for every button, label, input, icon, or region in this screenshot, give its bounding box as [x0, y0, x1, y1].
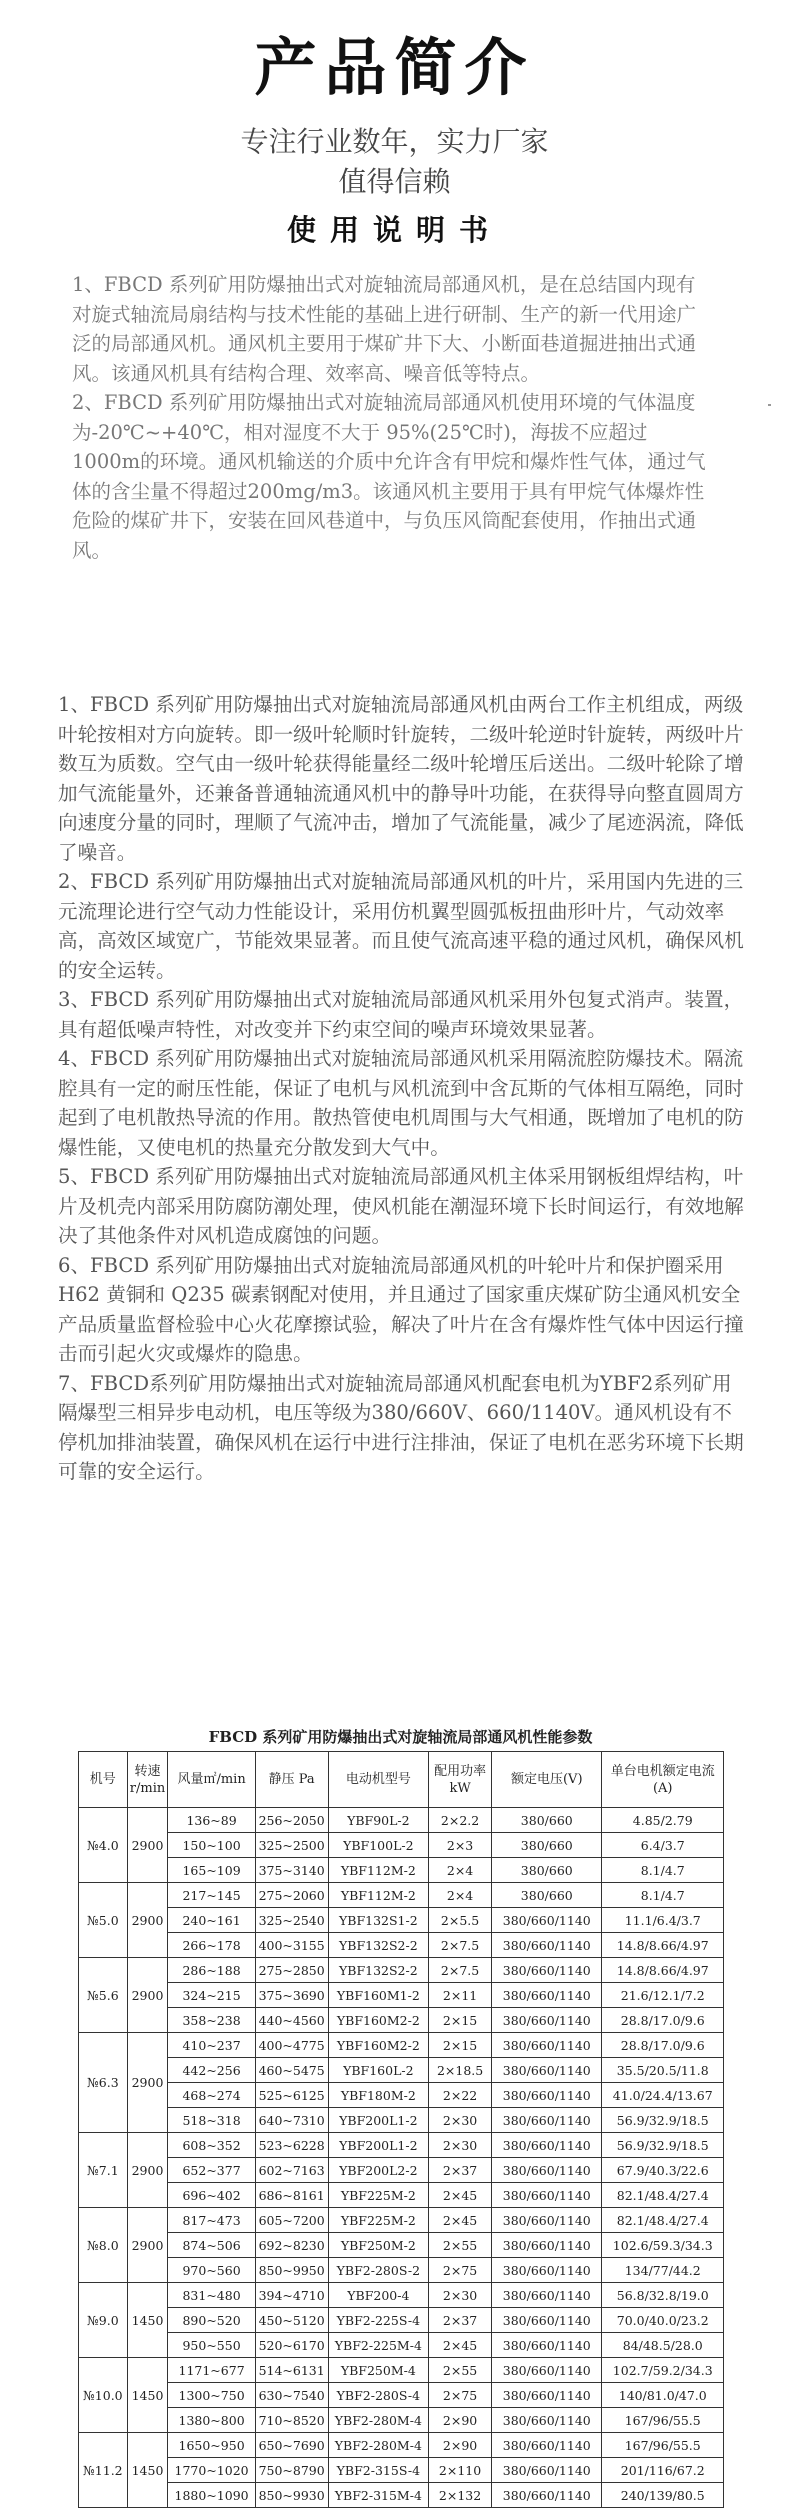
cell-motor-model: YBF2-280M-4	[328, 2408, 429, 2433]
cell-power: 2×2.2	[429, 1808, 492, 1833]
cell-current: 4.85/2.79	[602, 1808, 724, 1833]
cell-static-pressure: 605~7200	[255, 2208, 328, 2233]
cell-motor-model: YBF2-280S-2	[328, 2258, 429, 2283]
cell-speed: 2900	[127, 1808, 168, 1883]
cell-current: 102.7/59.2/34.3	[602, 2358, 724, 2383]
cell-power: 2×15	[429, 2033, 492, 2058]
table-title: FBCD 系列矿用防爆抽出式对旋轴流局部通风机性能参数	[208, 1728, 593, 1746]
cell-current: 41.0/24.4/13.67	[602, 2083, 724, 2108]
cell-current: 56.8/32.8/19.0	[602, 2283, 724, 2308]
cell-power: 2×11	[429, 1983, 492, 2008]
cell-power: 2×75	[429, 2258, 492, 2283]
table-row	[79, 2408, 724, 2433]
table-row	[79, 1883, 724, 1908]
cell-power: 2×110	[429, 2458, 492, 2483]
cell-motor-model: YBF200L1-2	[328, 2108, 429, 2133]
cell-motor-model: YBF180M-2	[328, 2083, 429, 2108]
cell-model: №5.0	[79, 1883, 128, 1958]
cell-speed: 1450	[127, 2358, 168, 2433]
table-header-row	[79, 1752, 724, 1808]
cell-voltage: 380/660/1140	[492, 1983, 602, 2008]
cell-voltage: 380/660/1140	[492, 2308, 602, 2333]
cell-power: 2×4	[429, 1858, 492, 1883]
cell-power: 2×132	[429, 2483, 492, 2508]
cell-airflow: 890~520	[168, 2308, 255, 2333]
cell-current: 28.8/17.0/9.6	[602, 2008, 724, 2033]
cell-static-pressure: 275~2060	[255, 1883, 328, 1908]
table-row	[79, 1908, 724, 1933]
cell-airflow: 217~145	[168, 1883, 255, 1908]
feature-paragraph-7: 7、FBCD系列矿用防爆抽出式对旋轴流局部通风机配套电机为YBF2系列矿用隔爆型三相异步电动机，电压等级为380/660V、660/1140V。通风机设有不停机加排油装置，确保风机在运行中进行注排油，保证了电机在恶劣环境下长期可靠的安全运行。	[58, 1371, 744, 1483]
cell-airflow: 817~473	[168, 2208, 255, 2233]
table-row	[79, 2333, 724, 2358]
cell-current: 11.1/6.4/3.7	[602, 1908, 724, 1933]
cell-airflow: 1650~950	[168, 2433, 255, 2458]
cell-static-pressure: 450~5120	[255, 2308, 328, 2333]
cell-voltage: 380/660/1140	[492, 2483, 602, 2508]
cell-airflow: 1300~750	[168, 2383, 255, 2408]
cell-motor-model: YBF132S2-2	[328, 1933, 429, 1958]
table-row	[79, 2008, 724, 2033]
cell-static-pressure: 686~8161	[255, 2183, 328, 2208]
cell-current: 102.6/59.3/34.3	[602, 2233, 724, 2258]
cell-motor-model: YBF160L-2	[328, 2058, 429, 2083]
feature-paragraph-3: 3、FBCD 系列矿用防爆抽出式对旋轴流局部通风机采用外包复式消声。装置，具有超低噪声特性，对改变并下约束空间的噪声环境效果显著。	[58, 988, 744, 1041]
cell-current: 84/48.5/28.0	[602, 2333, 724, 2358]
cell-current: 56.9/32.9/18.5	[602, 2133, 724, 2158]
cell-static-pressure: 750~8790	[255, 2458, 328, 2483]
page-title: 产品简介	[254, 31, 535, 104]
cell-static-pressure: 394~4710	[255, 2283, 328, 2308]
table-body	[79, 1808, 724, 2508]
cell-voltage: 380/660/1140	[492, 2383, 602, 2408]
cell-power: 2×30	[429, 2108, 492, 2133]
cell-motor-model: YBF200L1-2	[328, 2133, 429, 2158]
cell-power: 2×75	[429, 2383, 492, 2408]
cell-motor-model: YBF132S2-2	[328, 1958, 429, 1983]
cell-static-pressure: 325~2500	[255, 1833, 328, 1858]
cell-voltage: 380/660/1140	[492, 2133, 602, 2158]
cell-airflow: 240~161	[168, 1908, 255, 1933]
table-row	[79, 1833, 724, 1858]
cell-current: 21.6/12.1/7.2	[602, 1983, 724, 2008]
cell-speed: 2900	[127, 2208, 168, 2283]
cell-motor-model: YBF2-280M-4	[328, 2433, 429, 2458]
table-row	[79, 2433, 724, 2458]
cell-voltage: 380/660/1140	[492, 2108, 602, 2133]
cell-motor-model: YBF250M-4	[328, 2358, 429, 2383]
cell-current: 134/77/44.2	[602, 2258, 724, 2283]
cell-speed: 1450	[127, 2283, 168, 2358]
cell-current: 28.8/17.0/9.6	[602, 2033, 724, 2058]
cell-voltage: 380/660/1140	[492, 1933, 602, 1958]
cell-power: 2×18.5	[429, 2058, 492, 2083]
cell-model: №4.0	[79, 1808, 128, 1883]
cell-voltage: 380/660/1140	[492, 2283, 602, 2308]
table-row	[79, 2133, 724, 2158]
cell-motor-model: YBF200-4	[328, 2283, 429, 2308]
cell-static-pressure: 256~2050	[255, 1808, 328, 1833]
cell-voltage: 380/660/1140	[492, 2458, 602, 2483]
cell-model: №10.0	[79, 2358, 128, 2433]
table-row	[79, 1858, 724, 1883]
cell-airflow: 136~89	[168, 1808, 255, 1833]
table-row	[79, 2058, 724, 2083]
cell-motor-model: YBF90L-2	[328, 1808, 429, 1833]
cell-static-pressure: 523~6228	[255, 2133, 328, 2158]
slogan-line-2: 值得信赖	[338, 165, 451, 198]
feature-paragraph-5: 5、FBCD 系列矿用防爆抽出式对旋轴流局部通风机主体采用钢板组焊结构，叶片及机壳内部采用防腐防潮处理，使风机能在潮湿环境下长时间运行，有效地解决了其他条件对风机造成腐蚀的问题。	[58, 1165, 744, 1247]
cell-power: 2×30	[429, 2283, 492, 2308]
feature-paragraph-2: 2、FBCD 系列矿用防爆抽出式对旋轴流局部通风机的叶片，采用国内先进的三元流理论进行空气动力性能设计，采用仿机翼型圆弧板扭曲形叶片，气动效率高，高效区域宽广，节能效果显著。而且使气流高速平稳的通过风机，确保风机的安全运转。	[58, 870, 744, 982]
cell-voltage: 380/660	[492, 1858, 602, 1883]
cell-power: 2×4	[429, 1883, 492, 1908]
feature-paragraph-1: 1、FBCD 系列矿用防爆抽出式对旋轴流局部通风机由两台工作主机组成，两级叶轮按相对方向旋转。即一级叶轮顺时针旋转，二级叶轮逆时针旋转，两级叶片数互为质数。空气由一级叶轮获得能量经二级叶轮增压后送出。二级叶轮除了增加气流能量外，还兼备普通轴流通风机中的静导叶功能，在获得导向整直圆周方向速度分量的同时，理顺了气流冲击，增加了气流能量，减少了尾迹涡流，降低了噪音。	[58, 693, 744, 864]
cell-motor-model: YBF160M2-2	[328, 2008, 429, 2033]
header-static-pressure: 静压 Pa	[255, 1752, 328, 1808]
cell-airflow: 1880~1090	[168, 2483, 255, 2508]
cell-static-pressure: 400~4775	[255, 2033, 328, 2058]
feature-paragraph-6: 6、FBCD 系列矿用防爆抽出式对旋轴流局部通风机的叶轮叶片和保护圈采用 H62 黄铜和 Q235 碳素钢配对使用，并且通过了国家重庆煤矿防尘通风机安全产品质量监督检验中心火花摩擦试验，解决了叶片在含有爆炸性气体中因运行撞击而引起火灾或爆炸的隐患。	[58, 1253, 744, 1365]
cell-current: 67.9/40.3/22.6	[602, 2158, 724, 2183]
cell-static-pressure: 602~7163	[255, 2158, 328, 2183]
cell-airflow: 165~109	[168, 1858, 255, 1883]
cell-current: 82.1/48.4/27.4	[602, 2208, 724, 2233]
cell-static-pressure: 650~7690	[255, 2433, 328, 2458]
cell-static-pressure: 640~7310	[255, 2108, 328, 2133]
cell-speed: 2900	[127, 1883, 168, 1958]
header-model: 机号	[79, 1752, 128, 1808]
cell-current: 56.9/32.9/18.5	[602, 2108, 724, 2133]
features-text	[58, 690, 746, 1487]
cell-motor-model: YBF2-225M-4	[328, 2333, 429, 2358]
cell-model: №5.6	[79, 1958, 128, 2033]
cell-voltage: 380/660/1140	[492, 2008, 602, 2033]
table-row	[79, 1958, 724, 1983]
cell-airflow: 468~274	[168, 2083, 255, 2108]
cell-current: 140/81.0/47.0	[602, 2383, 724, 2408]
table-row	[79, 1808, 724, 1833]
cell-motor-model: YBF160M1-2	[328, 1983, 429, 2008]
cell-airflow: 324~215	[168, 1983, 255, 2008]
cell-static-pressure: 275~2850	[255, 1958, 328, 1983]
header-power: 配用功率 kW	[429, 1752, 492, 1808]
cell-static-pressure: 375~3140	[255, 1858, 328, 1883]
table-row	[79, 2458, 724, 2483]
cell-voltage: 380/660/1140	[492, 2033, 602, 2058]
cell-voltage: 380/660/1140	[492, 2233, 602, 2258]
cell-model: №7.1	[79, 2133, 128, 2208]
cell-voltage: 380/660/1140	[492, 2208, 602, 2233]
table-row	[79, 2183, 724, 2208]
cell-static-pressure: 630~7540	[255, 2383, 328, 2408]
cell-power: 2×7.5	[429, 1933, 492, 1958]
header-voltage: 额定电压(V)	[492, 1752, 602, 1808]
cell-power: 2×45	[429, 2208, 492, 2233]
cell-airflow: 831~480	[168, 2283, 255, 2308]
cell-motor-model: YBF112M-2	[328, 1858, 429, 1883]
cell-motor-model: YBF112M-2	[328, 1883, 429, 1908]
cell-airflow: 518~318	[168, 2108, 255, 2133]
header-speed: 转速 r/min	[127, 1752, 168, 1808]
cell-static-pressure: 460~5475	[255, 2058, 328, 2083]
cell-power: 2×55	[429, 2233, 492, 2258]
cell-airflow: 874~506	[168, 2233, 255, 2258]
cell-voltage: 380/660	[492, 1833, 602, 1858]
cell-motor-model: YBF2-315S-4	[328, 2458, 429, 2483]
table-row	[79, 2308, 724, 2333]
cell-airflow: 1770~1020	[168, 2458, 255, 2483]
cell-airflow: 410~237	[168, 2033, 255, 2058]
cell-power: 2×37	[429, 2158, 492, 2183]
cell-airflow: 696~402	[168, 2183, 255, 2208]
table-row	[79, 2033, 724, 2058]
cell-current: 8.1/4.7	[602, 1858, 724, 1883]
cell-current: 70.0/40.0/23.2	[602, 2308, 724, 2333]
cell-voltage: 380/660/1140	[492, 1958, 602, 1983]
cell-voltage: 380/660/1140	[492, 2333, 602, 2358]
cell-power: 2×5.5	[429, 1908, 492, 1933]
header-motor-model: 电动机型号	[328, 1752, 429, 1808]
cell-power: 2×15	[429, 2008, 492, 2033]
cell-current: 240/139/80.5	[602, 2483, 724, 2508]
cell-motor-model: YBF132S1-2	[328, 1908, 429, 1933]
cell-airflow: 358~238	[168, 2008, 255, 2033]
cell-current: 167/96/55.5	[602, 2408, 724, 2433]
table-row	[79, 2158, 724, 2183]
table-row	[79, 1933, 724, 1958]
cell-current: 167/96/55.5	[602, 2433, 724, 2458]
cell-airflow: 442~256	[168, 2058, 255, 2083]
table-row	[79, 2258, 724, 2283]
cell-airflow: 1171~677	[168, 2358, 255, 2383]
cell-model: №6.3	[79, 2033, 128, 2133]
cell-model: №11.2	[79, 2433, 128, 2508]
cell-speed: 1450	[127, 2433, 168, 2508]
cell-static-pressure: 850~9930	[255, 2483, 328, 2508]
cell-static-pressure: 440~4560	[255, 2008, 328, 2033]
cell-static-pressure: 525~6125	[255, 2083, 328, 2108]
cell-voltage: 380/660/1140	[492, 2183, 602, 2208]
cell-static-pressure: 692~8230	[255, 2233, 328, 2258]
cell-model: №8.0	[79, 2208, 128, 2283]
cell-static-pressure: 514~6131	[255, 2358, 328, 2383]
stray-mark	[768, 404, 771, 406]
table-row	[79, 2083, 724, 2108]
cell-power: 2×45	[429, 2183, 492, 2208]
cell-power: 2×45	[429, 2333, 492, 2358]
cell-current: 14.8/8.66/4.97	[602, 1933, 724, 1958]
table-row	[79, 2283, 724, 2308]
cell-voltage: 380/660/1140	[492, 2258, 602, 2283]
cell-voltage: 380/660/1140	[492, 2083, 602, 2108]
cell-voltage: 380/660/1140	[492, 2358, 602, 2383]
cell-airflow: 1380~800	[168, 2408, 255, 2433]
cell-speed: 2900	[127, 2033, 168, 2133]
feature-paragraph-4: 4、FBCD 系列矿用防爆抽出式对旋轴流局部通风机采用隔流腔防爆技术。隔流腔具有一定的耐压性能，保证了电机与风机流到中含瓦斯的气体相互隔绝，同时起到了电机散热导流的作用。散热管使电机周围与大气相通，既增加了电机的防爆性能，又使电机的热量充分散发到大气中。	[58, 1047, 744, 1159]
intro-paragraph-1: 1、FBCD 系列矿用防爆抽出式对旋轴流局部通风机，是在总结国内现有对旋式轴流局扇结构与技术性能的基础上进行研制、生产的新一代用途广泛的局部通风机。通风机主要用于煤矿井下大、小断面巷道掘进抽出式通风。该通风机具有结构合理、效率高、噪音低等特点。	[72, 273, 697, 385]
cell-motor-model: YBF225M-2	[328, 2208, 429, 2233]
cell-airflow: 266~178	[168, 1933, 255, 1958]
cell-power: 2×22	[429, 2083, 492, 2108]
table-row	[79, 2383, 724, 2408]
cell-static-pressure: 710~8520	[255, 2408, 328, 2433]
cell-model: №9.0	[79, 2283, 128, 2358]
cell-static-pressure: 520~6170	[255, 2333, 328, 2358]
cell-voltage: 380/660/1140	[492, 2158, 602, 2183]
cell-motor-model: YBF2-280S-4	[328, 2383, 429, 2408]
cell-power: 2×55	[429, 2358, 492, 2383]
slogan-line-1: 专注行业数年，实力厂家	[240, 125, 549, 158]
cell-static-pressure: 400~3155	[255, 1933, 328, 1958]
manual-heading: 使用说明书	[286, 213, 502, 247]
cell-current: 8.1/4.7	[602, 1883, 724, 1908]
table-row	[79, 1983, 724, 2008]
cell-voltage: 380/660/1140	[492, 1908, 602, 1933]
intro-paragraph-2: 2、FBCD 系列矿用防爆抽出式对旋轴流局部通风机使用环境的气体温度为-20℃~+40℃，相对湿度不大于 95%(25℃时)，海拔不应超过1000m的环境。通风机输送的介质中允许含有甲烷和爆炸性气体，通过气体的含尘量不得超过200mg/m3。该通风机主要用于具有甲烷气体爆炸性危险的煤矿井下，安装在回风巷道中，与负压风筒配套使用，作抽出式通风。	[72, 391, 706, 562]
table-row	[79, 2208, 724, 2233]
header-current: 单台电机额定电流(A)	[602, 1752, 724, 1808]
table-row	[79, 2108, 724, 2133]
table-row	[79, 2233, 724, 2258]
cell-speed: 2900	[127, 2133, 168, 2208]
cell-power: 2×90	[429, 2408, 492, 2433]
cell-current: 14.8/8.66/4.97	[602, 1958, 724, 1983]
cell-power: 2×90	[429, 2433, 492, 2458]
cell-motor-model: YBF250M-2	[328, 2233, 429, 2258]
cell-airflow: 150~100	[168, 1833, 255, 1858]
cell-power: 2×37	[429, 2308, 492, 2333]
cell-current: 35.5/20.5/11.8	[602, 2058, 724, 2083]
cell-motor-model: YBF160M2-2	[328, 2033, 429, 2058]
cell-current: 201/116/67.2	[602, 2458, 724, 2483]
cell-static-pressure: 850~9950	[255, 2258, 328, 2283]
cell-current: 6.4/3.7	[602, 1833, 724, 1858]
cell-power: 2×7.5	[429, 1958, 492, 1983]
cell-motor-model: YBF200L2-2	[328, 2158, 429, 2183]
cell-voltage: 380/660	[492, 1883, 602, 1908]
cell-static-pressure: 325~2540	[255, 1908, 328, 1933]
cell-airflow: 652~377	[168, 2158, 255, 2183]
cell-airflow: 608~352	[168, 2133, 255, 2158]
cell-speed: 2900	[127, 1958, 168, 2033]
cell-motor-model: YBF2-315M-4	[328, 2483, 429, 2508]
cell-airflow: 950~550	[168, 2333, 255, 2358]
cell-motor-model: YBF225M-2	[328, 2183, 429, 2208]
table-row	[79, 2483, 724, 2508]
intro-text	[72, 270, 714, 565]
cell-voltage: 380/660/1140	[492, 2408, 602, 2433]
cell-power: 2×3	[429, 1833, 492, 1858]
cell-voltage: 380/660	[492, 1808, 602, 1833]
cell-airflow: 970~560	[168, 2258, 255, 2283]
cell-motor-model: YBF100L-2	[328, 1833, 429, 1858]
cell-airflow: 286~188	[168, 1958, 255, 1983]
cell-static-pressure: 375~3690	[255, 1983, 328, 2008]
table-row	[79, 2358, 724, 2383]
header-airflow: 风量㎡/min	[168, 1752, 255, 1808]
cell-power: 2×30	[429, 2133, 492, 2158]
cell-voltage: 380/660/1140	[492, 2058, 602, 2083]
cell-motor-model: YBF2-225S-4	[328, 2308, 429, 2333]
performance-table	[78, 1751, 724, 2508]
cell-voltage: 380/660/1140	[492, 2433, 602, 2458]
cell-current: 82.1/48.4/27.4	[602, 2183, 724, 2208]
